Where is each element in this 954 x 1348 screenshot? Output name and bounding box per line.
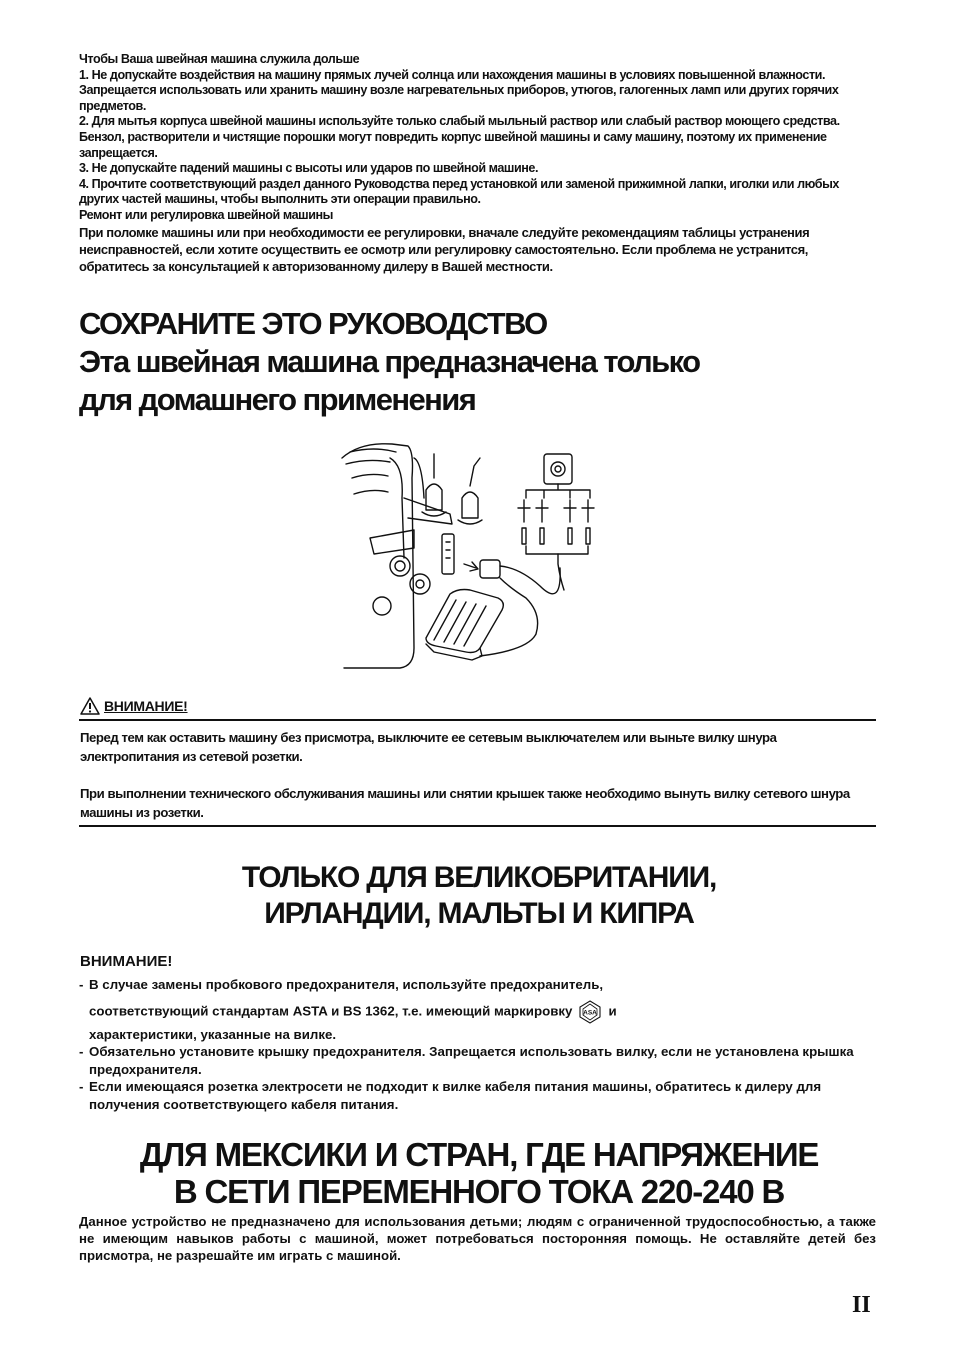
care-heading: Чтобы Ваша швейная машина служила дольше [79,52,360,66]
warning-heading [80,697,188,715]
warning-paragraph-1: Перед тем как оставить машину без присмотра, выключите ее сетевым выключателем или выньте вилку шнура электропитания из сетевой розетки. [80,730,777,764]
page-number: II [852,1292,871,1318]
uk-title-line-2: ИРЛАНДИИ, МАЛЬТЫ И КИПРА [264,897,694,930]
care-item-4: 4. Прочтите соответствующий раздел данного Руководства перед установкой или заменой прижимной лапки, иголки или любых других частей машины, чтобы выполнить эти операции правильно. [79,176,839,207]
save-title-line-1: СОХРАНИТЕ ЭТО РУКОВОДСТВО [79,306,547,341]
uk-warning-list [79,976,879,1113]
uk-item-1-line-a: - В случае замены пробкового предохранителя, используйте предохранитель, [89,977,604,992]
repair-heading: Ремонт или регулировка швейной машины [79,207,333,222]
care-item-3: 3. Не допускайте падений машины с высоты или ударов по швейной машине. [79,161,539,176]
save-manual-title [79,305,879,419]
repair-text: При поломке машины или при необходимости ее регулировки, вначале следуйте рекомендациям таблицы устранения неисправностей, если хотите осуществить ее осмотр или регулировку самостоятельно. Если проблема не устранится, обратитесь за консультацией к авторизованному дилеру в Вашей местности. [79,224,810,275]
uk-section-title [79,860,879,932]
uk-item-1-text-b: соответствующий стандартам ASTA и BS 1362, т.е. имеющий маркировку [89,1003,573,1019]
save-title-line-2: Эта швейная машина предназначена только [79,344,700,379]
warning-top-rule [79,719,876,721]
uk-item-2: - Обязательно установите крышку предохранителя. Запрещается использовать вилку, если не установлена крышка предохранителя. [79,1043,879,1078]
warning-paragraph-2: При выполнении технического обслуживания машины или снятии крышек также необходимо вынуть вилку сетевого шнура машины из розетки. [80,786,850,820]
warning-triangle-icon [80,697,100,715]
warning-bottom-rule [79,825,876,827]
uk-title-line-1: ТОЛЬКО ДЛЯ ВЕЛИКОБРИТАНИИ, [241,861,717,894]
uk-item-1-line-d: характеристики, указанные на вилке. [89,1026,337,1042]
sewing-machine-foot-pedal-illustration [330,438,610,670]
uk-item-1-line-b [89,1000,879,1024]
uk-item-1 [79,976,879,1043]
asta-mark-text: ASA [583,1009,598,1016]
uk-warning-subheading: ВНИМАНИЕ! [80,953,173,970]
care-item-2: 2. Для мытья корпуса швейной машины используйте только слабый мыльный раствор или слабый раствор моющего средства. Бензол, растворители и чистящие порошки могут повредить корпус швейной машины и саму машину, поэтому их применение запрещается. [79,114,840,160]
mexico-section-title [79,1136,879,1210]
care-section [79,52,879,276]
mexico-text: Данное устройство не предназначено для использования детьми; людям с ограниченной трудоспособностью, а также не имеющим навыков работы с машиной, может потребоваться посторонняя помощь. Не оставляйте детей без присмотра, не разрешайте им играть с машиной. [79,1214,876,1263]
uk-item-3: - Если имеющаяся розетка электросети не подходит к вилке кабеля питания машины, обратитесь к дилеру для получения соответствующего кабеля питания. [79,1078,879,1113]
mexico-title-line-2: В СЕТИ ПЕРЕМЕННОГО ТОКА 220-240 В [173,1173,785,1210]
uk-item-1-text-c: и [608,1003,617,1019]
warning-label: ВНИМАНИЕ! [104,698,188,714]
care-item-1: 1. Не допускайте воздействия на машину прямых лучей солнца или нахождения машины в условиях повышенной влажности. Запрещается использовать или хранить машину возле нагревательных приборов, утюгов, галогенных ламп или других горячих предметов. [79,67,839,113]
mexico-title-line-1: ДЛЯ МЕКСИКИ И СТРАН, ГДЕ НАПРЯЖЕНИЕ [139,1136,819,1173]
save-title-line-3: для домашнего применения [79,382,476,417]
asta-mark-icon [578,1000,602,1024]
